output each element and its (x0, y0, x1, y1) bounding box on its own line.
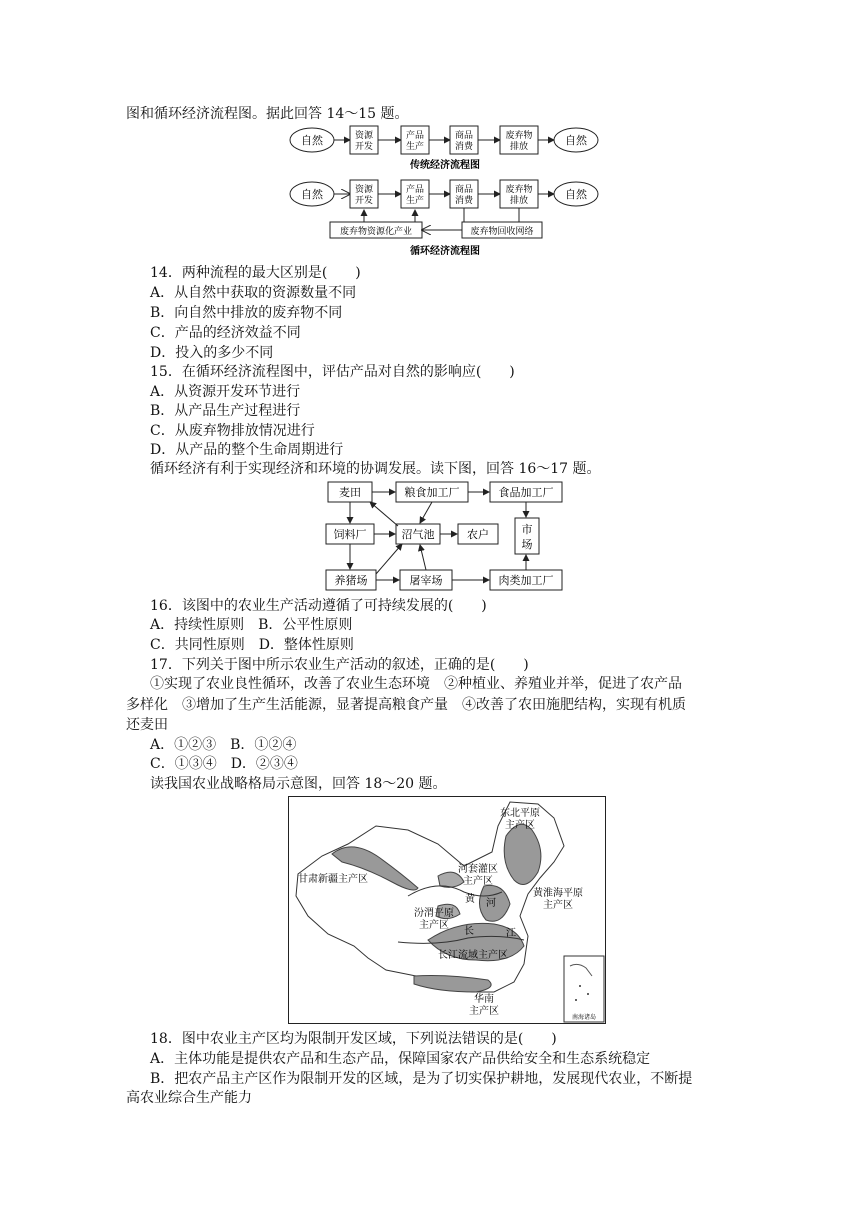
svg-text:生产: 生产 (405, 142, 425, 152)
intro-18-20: 读我国农业战略格局示意图，回答 18～20 题。 (150, 776, 447, 792)
farm-cycle-diagram (0, 478, 860, 598)
label-gansu: 甘肃新疆主产区 (298, 874, 368, 885)
q14-option-d: D．投入的多少不同 (150, 345, 274, 361)
q17-body-2: 多样化 ③增加了生产生活能源，显著提高粮食产量 ④改善了农田施肥结构，实现有机质 (126, 697, 686, 713)
svg-text:市: 市 (521, 523, 533, 536)
svg-text:资源: 资源 (354, 185, 374, 195)
q18-stem: 18．图中农业主产区均为限制开发区域，下列说法错误的是( ) (150, 1031, 557, 1047)
svg-text:消费: 消费 (454, 196, 474, 206)
grain-label: 粮食加工厂 (404, 486, 460, 499)
flow2-node-0: 自然 (301, 188, 323, 201)
svg-text:汾渭平原: 汾渭平原 (414, 908, 454, 919)
svg-text:黄淮海平原: 黄淮海平原 (533, 888, 583, 899)
svg-text:河套灌区: 河套灌区 (458, 864, 498, 875)
circular-flow (290, 180, 598, 257)
intro-line: 图和循环经济流程图。据此回答 14～15 题。 (126, 106, 409, 122)
label-jiang: 江 (506, 928, 516, 939)
flow1-node-0: 自然 (301, 134, 323, 147)
q17-options-row1: A．①②③ B．①②④ (150, 737, 297, 753)
svg-text:场: 场 (521, 538, 533, 551)
svg-text:生产: 生产 (405, 196, 425, 206)
q14-stem: 14．两种流程的最大区别是( ) (150, 265, 361, 281)
q16-stem: 16．该图中的农业生产活动遵循了可持续发展的( ) (150, 598, 487, 614)
svg-text:开发: 开发 (354, 142, 374, 152)
svg-text:产品: 产品 (405, 131, 425, 141)
svg-text:产品: 产品 (405, 185, 425, 195)
svg-text:主产区: 主产区 (463, 876, 493, 887)
svg-text:主产区: 主产区 (505, 820, 535, 831)
q16-options-row1: A．持续性原则 B．公平性原则 (150, 617, 353, 633)
flow1-caption: 传统经济流程图 (410, 160, 480, 171)
q15-option-a: A．从资源开发环节进行 (150, 384, 301, 400)
wheat-label: 麦田 (339, 486, 361, 499)
q16-options-row2: C．共同性原则 D．整体性原则 (150, 637, 354, 653)
biogas-label: 沼气池 (401, 528, 435, 541)
label-huang: 黄 (465, 894, 475, 905)
q14-option-a: A．从自然中获取的资源数量不同 (150, 285, 357, 301)
meat-label: 肉类加工厂 (498, 574, 554, 587)
traditional-flow (290, 126, 598, 171)
label-chang: 长 (464, 926, 474, 937)
china-agriculture-map (288, 796, 606, 1024)
flow2-caption: 循环经济流程图 (410, 246, 480, 257)
label-yangtze: 长江流域主产区 (438, 950, 508, 961)
q15-stem: 15．在循环经济流程图中，评估产品对自然的影响应( ) (150, 364, 515, 380)
q17-body-1: ①实现了农业良性循环，改善了农业生态环境 ②种植业、养殖业并举，促进了农产品 (150, 676, 682, 692)
flow2-node-5: 自然 (565, 188, 587, 201)
svg-text:华南: 华南 (474, 994, 494, 1005)
svg-text:主产区: 主产区 (469, 1006, 499, 1017)
svg-text:主产区: 主产区 (419, 920, 449, 931)
q15-option-b: B．从产品生产过程进行 (150, 403, 301, 419)
flow2-recycle-left: 废弃物资源化产业 (339, 227, 413, 237)
q18-option-b-2: 高农业综合生产能力 (126, 1090, 252, 1106)
q17-body-3: 还麦田 (126, 717, 168, 733)
svg-text:商品: 商品 (454, 131, 474, 141)
feed-label: 饲料厂 (333, 528, 367, 541)
q14-option-c: C．产品的经济效益不同 (150, 325, 301, 341)
q18-option-a: A．主体功能是提供农产品和生态产品，保障国家农产品供给安全和生态系统稳定 (150, 1051, 651, 1067)
svg-text:主产区: 主产区 (543, 900, 573, 911)
intro-16-17: 循环经济有利于实现经济和环境的协调发展。读下图，回答 16～17 题。 (150, 461, 601, 477)
label-inset: 南海诸岛 (571, 1014, 597, 1021)
label-he: 河 (486, 898, 496, 909)
q14-option-b: B．向自然中排放的废弃物不同 (150, 305, 343, 321)
svg-text:开发: 开发 (354, 196, 374, 206)
svg-text:排放: 排放 (509, 196, 529, 206)
svg-text:废弃物: 废弃物 (505, 185, 533, 195)
flow1-node-5: 自然 (565, 134, 587, 147)
svg-text:东北平原: 东北平原 (500, 808, 540, 819)
svg-text:消费: 消费 (454, 142, 474, 152)
q15-option-c: C．从废弃物排放情况进行 (150, 423, 315, 439)
svg-text:资源: 资源 (354, 131, 374, 141)
svg-text:商品: 商品 (454, 185, 474, 195)
slaughter-label: 屠宰场 (409, 574, 443, 587)
svg-text:废弃物: 废弃物 (505, 131, 533, 141)
q17-stem: 17．下列关于图中所示农业生产活动的叙述，正确的是( ) (150, 657, 529, 673)
q18-option-b-1: B．把农产品主产区作为限制开发的区域，是为了切实保护耕地，发展现代农业，不断提 (150, 1071, 693, 1087)
flow2-recycle-right: 废弃物回收网络 (470, 227, 534, 237)
food-label: 食品加工厂 (498, 486, 554, 499)
svg-text:排放: 排放 (509, 142, 529, 152)
economic-flow-diagrams (0, 120, 860, 390)
farmer-label: 农户 (467, 528, 489, 541)
q17-options-row2: C．①③④ D．②③④ (150, 756, 298, 772)
q15-option-d: D．从产品的整个生命周期进行 (150, 442, 344, 458)
pig-label: 养猪场 (334, 574, 368, 587)
